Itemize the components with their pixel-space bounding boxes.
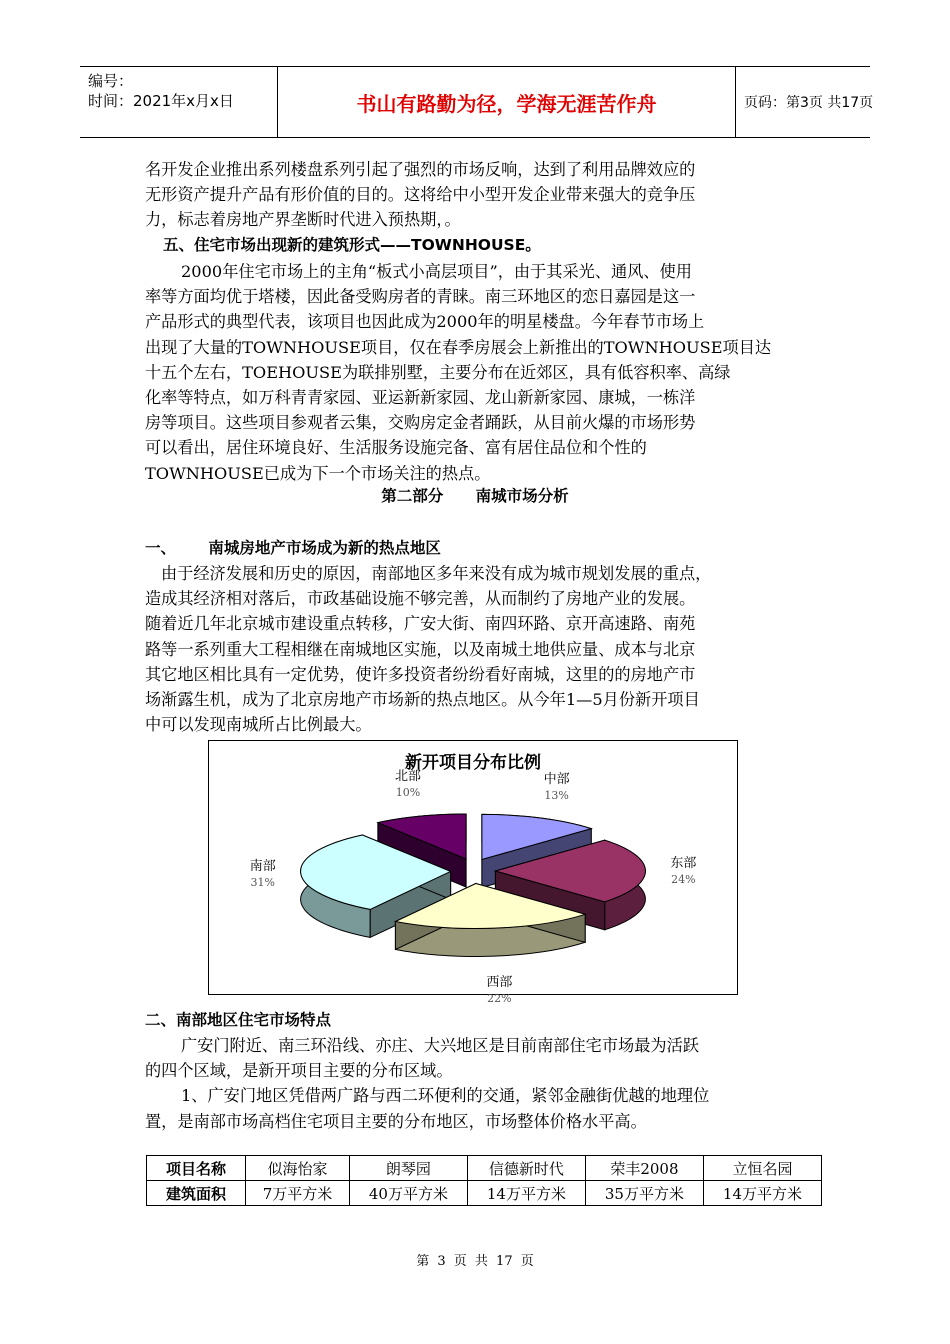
heading-section-5: 五、住宅市场出现新的建筑形式——TOWNHOUSE。 [163, 236, 541, 254]
date-label: 时间：2021年x月x日 [88, 92, 234, 110]
slice-percent-label: 24% [671, 873, 696, 886]
text-line: 化率等特点，如万科青青家园、亚运新新家园、龙山新新家园、康城，一栋洋 [145, 388, 696, 408]
table-cell: 35万平方米 [585, 1181, 703, 1206]
slice-percent-label: 31% [250, 875, 275, 889]
text-line: 房等项目。这些项目参观者云集，交购房定金者踊跃，从目前火爆的市场形势 [145, 413, 696, 433]
text-line: 无形资产提升产品有形价值的目的。这将给中小型开发企业带来强大的竞争压 [145, 185, 696, 205]
table-cell: 荣丰2008 [585, 1156, 703, 1181]
header-meta [80, 67, 278, 137]
text-line: 置，是南部市场高档住宅项目主要的分布地区，市场整体价格水平高。 [145, 1111, 647, 1131]
header-page-label: 页码：第3页 共17页 [744, 95, 874, 111]
text-line: 场渐露生机，成为了北京房地产市场新的热点地区。从今年1—5月份新开项目 [145, 690, 700, 710]
text-line: 路等一系列重大工程相继在南城地区实施，以及南城土地供应量、成本与北京 [145, 639, 696, 659]
table-cell: 似海怡家 [246, 1156, 350, 1181]
number-label: 编号： [88, 72, 134, 90]
text-line: 随着近几年北京城市建设重点转移，广安大街、南四环路、京开高速路、南苑 [145, 614, 696, 634]
text-line: 造成其经济相对落后，市政基础设施不够完善，从而制约了房地产业的发展。 [145, 589, 696, 609]
slice-percent-label: 10% [395, 785, 421, 799]
table-row [147, 1181, 822, 1206]
table-cell: 14万平方米 [703, 1181, 821, 1206]
part-2-title: 第二部分 南城市场分析 [381, 487, 569, 505]
table-cell: 信德新时代 [467, 1156, 585, 1181]
table-cell: 7万平方米 [246, 1181, 350, 1206]
table-cell: 14万平方米 [467, 1181, 585, 1206]
text-line: 的四个区域，是新开项目主要的分布区域。 [145, 1061, 453, 1081]
table-row [147, 1156, 822, 1181]
text-line: 可以看出，居住环境良好、生活服务设施完备、富有居住品位和个性的 [145, 438, 647, 458]
text-line: TOWNHOUSE已成为下一个市场关注的热点。 [145, 463, 491, 483]
slice-label: 东部 [670, 856, 697, 871]
text-line: 率等方面均优于塔楼，因此备受购房者的青睐。南三环地区的恋日嘉园是这一 [145, 287, 696, 307]
heading-section-1: 一、 南城房地产市场成为新的热点地区 [145, 539, 441, 557]
text-line: 2000年住宅市场上的主角“板式小高层项目”，由于其采光、通风、使用 [181, 262, 692, 281]
paragraph-2 [145, 259, 805, 486]
text-line: 产品形式的典型代表，该项目也因此成为2000年的明星楼盘。今年春节市场上 [145, 312, 705, 332]
pie-chart [209, 741, 737, 1005]
page-header [80, 66, 874, 138]
project-table [146, 1155, 822, 1206]
table-cell: 立恒名园 [703, 1156, 821, 1181]
text-line: 由于经济发展和历史的原因，南部地区多年来没有成为城市规划发展的重点， [161, 564, 712, 583]
text-line: 出现了大量的TOWNHOUSE项目，仅在春季房展会上新推出的TOWNHOUSE项目达 [145, 337, 772, 357]
paragraph-4 [145, 1033, 805, 1134]
text-line: 其它地区相比具有一定优势，使许多投资者纷纷看好南城，这里的的房地产市 [145, 664, 696, 684]
pie-chart-frame [208, 740, 738, 1005]
paragraph-3 [145, 561, 805, 737]
slice-percent-label: 13% [544, 788, 569, 802]
table-header-name: 项目名称 [147, 1156, 246, 1181]
page-footer: 第 3 页 共 17 页 [416, 1254, 534, 1269]
table-header-area: 建筑面积 [147, 1181, 246, 1206]
chart-title: 新开项目分布比例 [405, 753, 541, 773]
table-cell: 朗琴园 [349, 1156, 467, 1181]
slice-percent-label: 22% [487, 991, 512, 1005]
slice-label: 西部 [486, 974, 513, 990]
paragraph-1 [145, 157, 805, 233]
slice-label: 北部 [394, 768, 422, 784]
text-line: 力，标志着房地产界垄断时代进入预热期，。 [145, 210, 461, 230]
header-motto: 书山有路勤为径，学海无涯苦作舟 [278, 67, 736, 137]
slice-label: 南部 [249, 858, 276, 874]
text-line: 中可以发现南城所占比例最大。 [145, 715, 372, 735]
text-line: 1、广安门地区凭借两广路与西二环便利的交通，紧邻金融街优越的地理位 [181, 1086, 710, 1106]
text-line: 十五个左右，TOEHOUSE为联排别墅，主要分布在近郊区，具有低容积率、高绿 [145, 362, 731, 382]
table-cell: 40万平方米 [349, 1181, 467, 1206]
heading-section-2: 二、南部地区住宅市场特点 [145, 1011, 332, 1029]
text-line: 名开发企业推出系列楼盘系列引起了强烈的市场反响，达到了利用品牌效应的 [145, 160, 696, 179]
text-line: 广安门附近、南三环沿线、亦庄、大兴地区是目前南部住宅市场最为活跃 [181, 1036, 699, 1055]
slice-label: 中部 [543, 771, 570, 787]
